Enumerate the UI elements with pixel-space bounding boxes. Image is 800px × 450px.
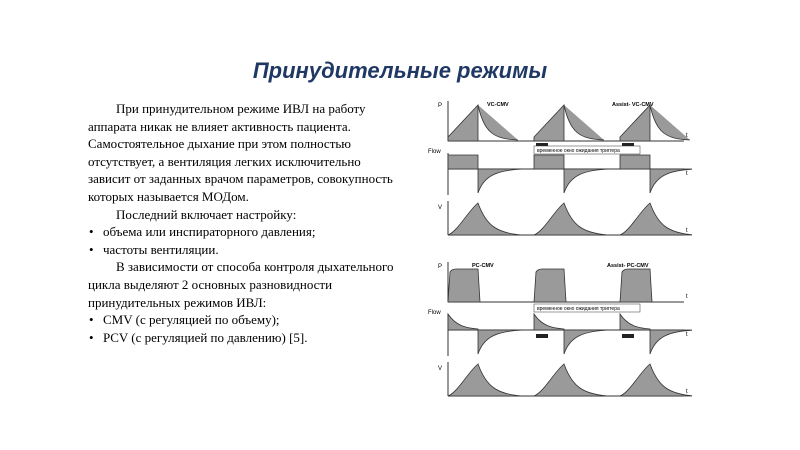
trigger-window-bar xyxy=(622,334,634,338)
pressure-panel xyxy=(438,262,688,302)
paragraph-mandatory-mode: При принудительном режиме ИВЛ на работу аппарата никак не влияет активность пациента. Самостоятельное дыхание при этом полностью отсутствует, а вентиляция легких исключительно зависит от заданных врачом параметров, совокупность которых называется МОДом. xyxy=(88,101,393,204)
trigger-window-bar xyxy=(536,334,548,338)
time-axis-label: t xyxy=(686,228,688,234)
pressure-breath xyxy=(448,269,480,302)
pressure-breath xyxy=(620,105,650,141)
volume-axis-label: V xyxy=(438,205,443,211)
settings-list xyxy=(88,223,404,258)
pressure-breath xyxy=(534,105,564,141)
pressure-axis-label: P xyxy=(438,103,443,109)
list-item: • PCV (с регуляцией по давлению) [5]. xyxy=(88,329,404,347)
trigger-window-label: временное окно ожидания триггера xyxy=(537,148,620,154)
time-axis-label: t xyxy=(686,332,688,338)
volume-panel xyxy=(438,201,692,235)
flow-inspiration xyxy=(448,314,478,330)
volume-panel xyxy=(438,362,692,396)
pressure-decay xyxy=(478,105,518,140)
mode-label: PC-CMV xyxy=(472,263,494,269)
flow-inspiration xyxy=(620,155,650,169)
volume-breath xyxy=(534,203,608,235)
list-item: • CMV (с регуляцией по объему); xyxy=(88,311,404,329)
paragraph-types: В зависимости от способа контроля дыхательного цикла выделяют 2 основных разновидности принудительных режимов ИВЛ: xyxy=(88,259,394,310)
vc-cmv-waveform-figure xyxy=(422,97,692,245)
flow-waveform xyxy=(448,155,692,193)
flow-expiration xyxy=(564,330,610,354)
flow-inspiration xyxy=(534,155,564,169)
pressure-panel xyxy=(438,101,690,141)
flow-axis-label: Flow xyxy=(428,149,441,155)
pressure-decay xyxy=(650,105,690,140)
slide-title: Принудительные режимы xyxy=(252,58,548,83)
trigger-window-label: временное окно ожидания триггера xyxy=(537,306,620,312)
list-item: • частоты вентиляции. xyxy=(88,241,404,259)
flow-panel xyxy=(428,310,692,356)
flow-expiration xyxy=(478,169,524,193)
flow-expiration xyxy=(478,330,524,354)
flow-expiration xyxy=(564,169,610,193)
pressure-decay xyxy=(564,105,604,140)
flow-axis-label: Flow xyxy=(428,310,441,316)
volume-breath xyxy=(620,364,692,396)
volume-axis-label: V xyxy=(438,366,443,372)
volume-breath xyxy=(620,203,692,235)
pressure-waveform xyxy=(448,105,690,141)
pc-cmv-waveform-figure xyxy=(422,258,692,406)
time-axis-label: t xyxy=(686,171,688,177)
pressure-waveform xyxy=(448,269,652,302)
assist-mode-label: Assist- VC-CMV xyxy=(612,102,654,108)
pressure-breath xyxy=(448,105,478,141)
list-item: • объема или инспираторного давления; xyxy=(88,223,404,241)
volume-waveform xyxy=(448,364,692,396)
volume-waveform xyxy=(448,203,692,235)
time-axis-label: t xyxy=(686,294,688,300)
body-text xyxy=(88,100,404,346)
trigger-window xyxy=(534,143,640,154)
time-axis-label: t xyxy=(686,389,688,395)
flow-inspiration xyxy=(534,314,564,330)
time-axis-label: t xyxy=(686,133,688,139)
paragraph-settings: Последний включает настройку: xyxy=(116,206,297,222)
flow-inspiration xyxy=(448,155,478,169)
pressure-axis-label: P xyxy=(438,264,443,270)
mode-label: VC-CMV xyxy=(487,102,509,108)
types-list xyxy=(88,311,404,346)
flow-inspiration xyxy=(620,314,650,330)
assist-mode-label: Assist- PC-CMV xyxy=(607,263,649,269)
pressure-breath xyxy=(620,269,652,302)
volume-breath xyxy=(448,203,522,235)
flow-waveform xyxy=(448,314,692,354)
pressure-breath xyxy=(534,269,566,302)
volume-breath xyxy=(448,364,522,396)
flow-panel xyxy=(428,149,692,195)
volume-breath xyxy=(534,364,608,396)
